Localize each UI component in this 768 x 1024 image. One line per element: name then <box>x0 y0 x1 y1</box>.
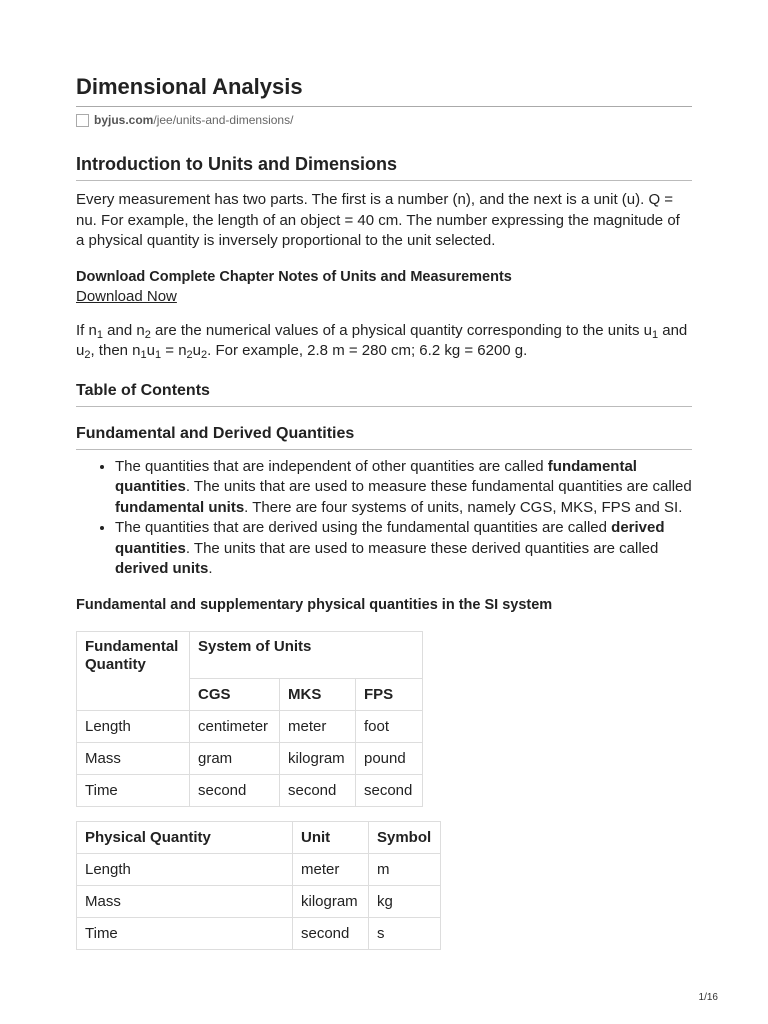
table-header-cell: System of Units <box>190 631 423 678</box>
source-path: /jee/units-and-dimensions/ <box>153 113 294 127</box>
systems-of-units-table <box>76 631 423 807</box>
units-paragraph: If $n_1$ and $n_2$ are the numerical values of a physical quantity corresponding to the units $u_1$ and $u_2$, then $n_1u_1 = n_2u_2$. For example, 2.8 m = 280 cm; 6.2 kg = 6200 g. <box>76 321 688 361</box>
source-line <box>76 112 692 128</box>
quantities-divider <box>76 449 692 450</box>
table-header-cell: CGS <box>190 678 280 710</box>
quantities-list <box>76 457 692 580</box>
source-link[interactable] <box>94 113 293 127</box>
page-number: 1/16 <box>698 992 718 1003</box>
section-divider <box>76 180 692 181</box>
toc-divider <box>76 406 692 407</box>
list-item: • The quantities that are independent of other quantities are called fundamental quantities. The units that are used to measure these fundamental quantities are called fundamental units. There are four systems of units, namely CGS, MKS, FPS and SI. <box>115 457 692 519</box>
section-heading-quantities: Fundamental and Derived Quantities <box>76 424 355 442</box>
intro-paragraph: Every measurement has two parts. The first is a number (n), and the next is a unit (u). Q = nu. For example, the length of an object = 40 cm. The number expressing the magnitude of a physical quantity is inversely proportional to the unit selected. <box>76 191 680 249</box>
table-header-cell: MKS <box>280 678 356 710</box>
table-of-contents-heading[interactable]: Table of Contents <box>76 381 210 399</box>
table-row: Length meter m <box>77 853 441 885</box>
document-page <box>76 72 692 950</box>
page-title: Dimensional Analysis <box>76 74 303 99</box>
download-heading: Download Complete Chapter Notes of Units and Measurements <box>76 268 512 285</box>
si-units-table <box>76 821 441 950</box>
table-row: Time second s <box>77 917 441 949</box>
title-divider <box>76 106 692 107</box>
table-row: Time second second second <box>77 774 423 806</box>
section-heading-intro: Introduction to Units and Dimensions <box>76 154 397 174</box>
list-item: • The quantities that are derived using the fundamental quantities are called derived quantities. The units that are used to measure these derived quantities are called derived units. <box>115 518 692 580</box>
source-domain: byjus.com <box>94 113 154 127</box>
download-now-link[interactable]: Download Now <box>76 287 177 305</box>
favicon-icon <box>76 114 89 127</box>
table-caption: Fundamental and supplementary physical quantities in the SI system <box>76 596 553 613</box>
table-row: Mass gram kilogram pound <box>77 742 423 774</box>
table-row: Length centimeter meter foot <box>77 710 423 742</box>
table-header-cell: FPS <box>356 678 423 710</box>
table-header-row: Physical Quantity Unit Symbol <box>77 821 441 853</box>
table-header-cell: Fundamental Quantity <box>77 631 190 710</box>
table-row: Mass kilogram kg <box>77 885 441 917</box>
